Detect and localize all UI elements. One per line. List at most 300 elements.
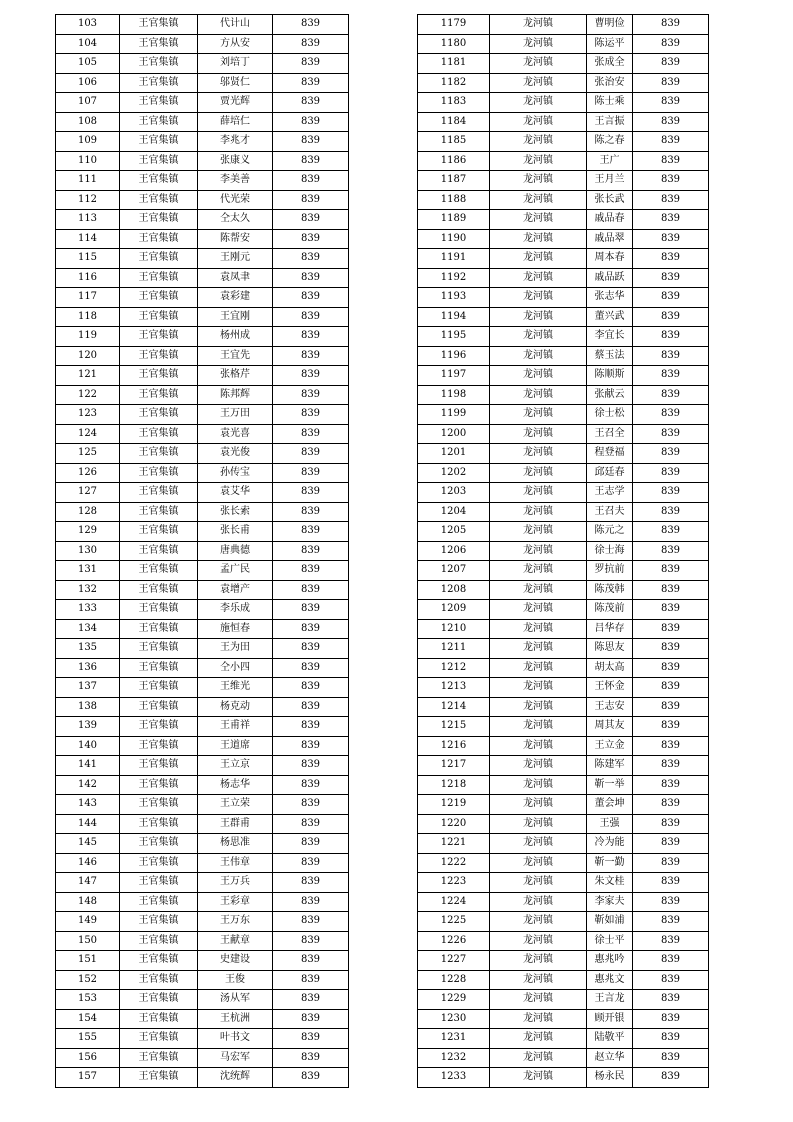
name-cell: 董兴武 bbox=[587, 307, 633, 327]
table-row bbox=[418, 970, 709, 990]
name-cell: 王万兵 bbox=[198, 873, 273, 893]
town-cell: 王官集镇 bbox=[120, 444, 198, 464]
table-row bbox=[418, 463, 709, 483]
serial-cell: 1203 bbox=[418, 483, 490, 503]
table-row bbox=[56, 483, 349, 503]
table-row bbox=[56, 873, 349, 893]
name-cell: 王强 bbox=[587, 814, 633, 834]
amount-cell: 839 bbox=[273, 658, 349, 678]
serial-cell: 1204 bbox=[418, 502, 490, 522]
amount-cell: 839 bbox=[633, 502, 709, 522]
serial-cell: 135 bbox=[56, 639, 120, 659]
amount-cell: 839 bbox=[273, 229, 349, 249]
table-row bbox=[418, 1009, 709, 1029]
serial-cell: 1197 bbox=[418, 366, 490, 386]
name-cell: 史建设 bbox=[198, 951, 273, 971]
amount-cell: 839 bbox=[273, 756, 349, 776]
table-row bbox=[56, 1009, 349, 1029]
table-row bbox=[418, 561, 709, 581]
amount-cell: 839 bbox=[633, 307, 709, 327]
table-row bbox=[418, 522, 709, 542]
serial-cell: 121 bbox=[56, 366, 120, 386]
amount-cell: 839 bbox=[633, 1009, 709, 1029]
serial-cell: 1184 bbox=[418, 112, 490, 132]
table-row bbox=[56, 229, 349, 249]
name-cell: 汤从军 bbox=[198, 990, 273, 1010]
serial-cell: 1200 bbox=[418, 424, 490, 444]
town-cell: 龙河镇 bbox=[490, 444, 587, 464]
name-cell: 张长甫 bbox=[198, 522, 273, 542]
table-row bbox=[418, 307, 709, 327]
table-row bbox=[418, 1048, 709, 1068]
name-cell: 孙传宝 bbox=[198, 463, 273, 483]
amount-cell: 839 bbox=[633, 931, 709, 951]
table-row bbox=[56, 541, 349, 561]
serial-cell: 1212 bbox=[418, 658, 490, 678]
town-cell: 龙河镇 bbox=[490, 580, 587, 600]
amount-cell: 839 bbox=[633, 229, 709, 249]
serial-cell: 1186 bbox=[418, 151, 490, 171]
serial-cell: 1198 bbox=[418, 385, 490, 405]
amount-cell: 839 bbox=[273, 1009, 349, 1029]
town-cell: 龙河镇 bbox=[490, 151, 587, 171]
table-row bbox=[418, 385, 709, 405]
name-cell: 张成全 bbox=[587, 54, 633, 74]
serial-cell: 1232 bbox=[418, 1048, 490, 1068]
town-cell: 龙河镇 bbox=[490, 405, 587, 425]
name-cell: 王群甫 bbox=[198, 814, 273, 834]
name-cell: 施恒春 bbox=[198, 619, 273, 639]
town-cell: 王官集镇 bbox=[120, 366, 198, 386]
amount-cell: 839 bbox=[633, 54, 709, 74]
town-cell: 王官集镇 bbox=[120, 405, 198, 425]
name-cell: 王甫祥 bbox=[198, 717, 273, 737]
serial-cell: 1219 bbox=[418, 795, 490, 815]
table-row bbox=[56, 814, 349, 834]
amount-cell: 839 bbox=[633, 522, 709, 542]
table-row bbox=[418, 795, 709, 815]
town-cell: 王官集镇 bbox=[120, 112, 198, 132]
town-cell: 王官集镇 bbox=[120, 93, 198, 113]
name-cell: 王宜刚 bbox=[198, 307, 273, 327]
town-cell: 王官集镇 bbox=[120, 151, 198, 171]
table-row bbox=[418, 151, 709, 171]
serial-cell: 1190 bbox=[418, 229, 490, 249]
name-cell: 王万东 bbox=[198, 912, 273, 932]
amount-cell: 839 bbox=[273, 424, 349, 444]
amount-cell: 839 bbox=[273, 775, 349, 795]
amount-cell: 839 bbox=[273, 249, 349, 269]
town-cell: 龙河镇 bbox=[490, 795, 587, 815]
town-cell: 龙河镇 bbox=[490, 970, 587, 990]
town-cell: 王官集镇 bbox=[120, 268, 198, 288]
amount-cell: 839 bbox=[273, 327, 349, 347]
town-cell: 龙河镇 bbox=[490, 15, 587, 35]
name-cell: 薛培仁 bbox=[198, 112, 273, 132]
town-cell: 王官集镇 bbox=[120, 853, 198, 873]
table-row bbox=[418, 853, 709, 873]
serial-cell: 1209 bbox=[418, 600, 490, 620]
table-row bbox=[56, 522, 349, 542]
table-row bbox=[418, 658, 709, 678]
name-cell: 王志安 bbox=[587, 697, 633, 717]
amount-cell: 839 bbox=[633, 112, 709, 132]
town-cell: 王官集镇 bbox=[120, 171, 198, 191]
town-cell: 龙河镇 bbox=[490, 853, 587, 873]
town-cell: 龙河镇 bbox=[490, 541, 587, 561]
town-cell: 王官集镇 bbox=[120, 619, 198, 639]
serial-cell: 109 bbox=[56, 132, 120, 152]
amount-cell: 839 bbox=[273, 15, 349, 35]
name-cell: 张长索 bbox=[198, 502, 273, 522]
town-cell: 王官集镇 bbox=[120, 522, 198, 542]
amount-cell: 839 bbox=[633, 288, 709, 308]
table-row bbox=[418, 171, 709, 191]
amount-cell: 839 bbox=[633, 639, 709, 659]
serial-cell: 1205 bbox=[418, 522, 490, 542]
serial-cell: 127 bbox=[56, 483, 120, 503]
name-cell: 戚品翠 bbox=[587, 229, 633, 249]
town-cell: 龙河镇 bbox=[490, 1029, 587, 1049]
name-cell: 刘培丁 bbox=[198, 54, 273, 74]
amount-cell: 839 bbox=[633, 736, 709, 756]
table-row bbox=[418, 931, 709, 951]
name-cell: 蔡玉法 bbox=[587, 346, 633, 366]
table-row bbox=[56, 580, 349, 600]
serial-cell: 1194 bbox=[418, 307, 490, 327]
table-row bbox=[56, 346, 349, 366]
town-cell: 王官集镇 bbox=[120, 229, 198, 249]
town-cell: 龙河镇 bbox=[490, 522, 587, 542]
serial-cell: 103 bbox=[56, 15, 120, 35]
amount-cell: 839 bbox=[273, 54, 349, 74]
serial-cell: 1193 bbox=[418, 288, 490, 308]
serial-cell: 113 bbox=[56, 210, 120, 230]
serial-cell: 124 bbox=[56, 424, 120, 444]
table-row bbox=[418, 366, 709, 386]
name-cell: 陈运平 bbox=[587, 34, 633, 54]
table-row bbox=[56, 951, 349, 971]
town-cell: 王官集镇 bbox=[120, 951, 198, 971]
amount-cell: 839 bbox=[633, 171, 709, 191]
amount-cell: 839 bbox=[633, 1068, 709, 1088]
table-row bbox=[418, 736, 709, 756]
serial-cell: 132 bbox=[56, 580, 120, 600]
town-cell: 龙河镇 bbox=[490, 756, 587, 776]
table-row bbox=[418, 912, 709, 932]
serial-cell: 155 bbox=[56, 1029, 120, 1049]
town-cell: 王官集镇 bbox=[120, 931, 198, 951]
town-cell: 龙河镇 bbox=[490, 190, 587, 210]
amount-cell: 839 bbox=[633, 775, 709, 795]
name-cell: 方从安 bbox=[198, 34, 273, 54]
table-row bbox=[56, 366, 349, 386]
table-row bbox=[418, 892, 709, 912]
town-cell: 王官集镇 bbox=[120, 600, 198, 620]
town-cell: 龙河镇 bbox=[490, 210, 587, 230]
name-cell: 张格芹 bbox=[198, 366, 273, 386]
amount-cell: 839 bbox=[633, 366, 709, 386]
name-cell: 王召全 bbox=[587, 424, 633, 444]
amount-cell: 839 bbox=[273, 366, 349, 386]
town-cell: 龙河镇 bbox=[490, 951, 587, 971]
serial-cell: 107 bbox=[56, 93, 120, 113]
town-cell: 龙河镇 bbox=[490, 483, 587, 503]
amount-cell: 839 bbox=[633, 990, 709, 1010]
serial-cell: 1196 bbox=[418, 346, 490, 366]
amount-cell: 839 bbox=[633, 873, 709, 893]
amount-cell: 839 bbox=[633, 951, 709, 971]
amount-cell: 839 bbox=[273, 814, 349, 834]
town-cell: 王官集镇 bbox=[120, 736, 198, 756]
town-cell: 王官集镇 bbox=[120, 1068, 198, 1088]
amount-cell: 839 bbox=[273, 678, 349, 698]
name-cell: 沈统辉 bbox=[198, 1068, 273, 1088]
town-cell: 王官集镇 bbox=[120, 658, 198, 678]
serial-cell: 126 bbox=[56, 463, 120, 483]
table-row bbox=[56, 678, 349, 698]
table-row bbox=[56, 600, 349, 620]
table-row bbox=[56, 405, 349, 425]
serial-cell: 136 bbox=[56, 658, 120, 678]
amount-cell: 839 bbox=[633, 385, 709, 405]
name-cell: 杨克动 bbox=[198, 697, 273, 717]
serial-cell: 1218 bbox=[418, 775, 490, 795]
town-cell: 龙河镇 bbox=[490, 600, 587, 620]
serial-cell: 128 bbox=[56, 502, 120, 522]
table-row bbox=[56, 912, 349, 932]
table-row bbox=[418, 756, 709, 776]
table-row bbox=[56, 892, 349, 912]
amount-cell: 839 bbox=[273, 580, 349, 600]
serial-cell: 157 bbox=[56, 1068, 120, 1088]
name-cell: 王月兰 bbox=[587, 171, 633, 191]
table-row bbox=[56, 210, 349, 230]
serial-cell: 116 bbox=[56, 268, 120, 288]
name-cell: 李宜长 bbox=[587, 327, 633, 347]
town-cell: 王官集镇 bbox=[120, 346, 198, 366]
amount-cell: 839 bbox=[633, 483, 709, 503]
town-cell: 龙河镇 bbox=[490, 561, 587, 581]
serial-cell: 1222 bbox=[418, 853, 490, 873]
serial-cell: 104 bbox=[56, 34, 120, 54]
amount-cell: 839 bbox=[273, 951, 349, 971]
name-cell: 王维光 bbox=[198, 678, 273, 698]
amount-cell: 839 bbox=[633, 424, 709, 444]
town-cell: 龙河镇 bbox=[490, 892, 587, 912]
amount-cell: 839 bbox=[273, 912, 349, 932]
town-cell: 王官集镇 bbox=[120, 210, 198, 230]
amount-cell: 839 bbox=[273, 73, 349, 93]
name-cell: 王召夫 bbox=[587, 502, 633, 522]
name-cell: 李兆才 bbox=[198, 132, 273, 152]
table-row bbox=[56, 288, 349, 308]
town-cell: 龙河镇 bbox=[490, 424, 587, 444]
serial-cell: 1224 bbox=[418, 892, 490, 912]
serial-cell: 1192 bbox=[418, 268, 490, 288]
name-cell: 杨志华 bbox=[198, 775, 273, 795]
serial-cell: 129 bbox=[56, 522, 120, 542]
town-cell: 王官集镇 bbox=[120, 132, 198, 152]
table-row bbox=[56, 112, 349, 132]
amount-cell: 839 bbox=[273, 600, 349, 620]
table-row bbox=[418, 814, 709, 834]
amount-cell: 839 bbox=[273, 288, 349, 308]
town-cell: 龙河镇 bbox=[490, 112, 587, 132]
table-row bbox=[418, 424, 709, 444]
serial-cell: 134 bbox=[56, 619, 120, 639]
serial-cell: 1221 bbox=[418, 834, 490, 854]
name-cell: 袁增产 bbox=[198, 580, 273, 600]
serial-cell: 131 bbox=[56, 561, 120, 581]
name-cell: 赵立华 bbox=[587, 1048, 633, 1068]
serial-cell: 1228 bbox=[418, 970, 490, 990]
name-cell: 王万田 bbox=[198, 405, 273, 425]
serial-cell: 1216 bbox=[418, 736, 490, 756]
table-row bbox=[56, 327, 349, 347]
name-cell: 代计山 bbox=[198, 15, 273, 35]
serial-cell: 1229 bbox=[418, 990, 490, 1010]
name-cell: 王宜先 bbox=[198, 346, 273, 366]
name-cell: 王立金 bbox=[587, 736, 633, 756]
amount-cell: 839 bbox=[633, 795, 709, 815]
serial-cell: 1207 bbox=[418, 561, 490, 581]
table-row bbox=[56, 1068, 349, 1088]
town-cell: 龙河镇 bbox=[490, 463, 587, 483]
serial-cell: 154 bbox=[56, 1009, 120, 1029]
name-cell: 王道席 bbox=[198, 736, 273, 756]
table-row bbox=[418, 229, 709, 249]
name-cell: 冷为能 bbox=[587, 834, 633, 854]
table-row bbox=[56, 268, 349, 288]
name-cell: 王杭洲 bbox=[198, 1009, 273, 1029]
serial-cell: 1202 bbox=[418, 463, 490, 483]
table-row bbox=[56, 834, 349, 854]
table-row bbox=[418, 327, 709, 347]
serial-cell: 120 bbox=[56, 346, 120, 366]
name-cell: 周本春 bbox=[587, 249, 633, 269]
table-row bbox=[56, 249, 349, 269]
name-cell: 曹明俭 bbox=[587, 15, 633, 35]
table-row bbox=[418, 93, 709, 113]
name-cell: 袁光喜 bbox=[198, 424, 273, 444]
amount-cell: 839 bbox=[633, 1048, 709, 1068]
town-cell: 龙河镇 bbox=[490, 775, 587, 795]
table-row bbox=[418, 541, 709, 561]
town-cell: 龙河镇 bbox=[490, 268, 587, 288]
table-row bbox=[418, 951, 709, 971]
name-cell: 王言龙 bbox=[587, 990, 633, 1010]
town-cell: 王官集镇 bbox=[120, 912, 198, 932]
name-cell: 李家夫 bbox=[587, 892, 633, 912]
table-row bbox=[56, 795, 349, 815]
town-cell: 龙河镇 bbox=[490, 990, 587, 1010]
serial-cell: 1223 bbox=[418, 873, 490, 893]
serial-cell: 1179 bbox=[418, 15, 490, 35]
name-cell: 陈元之 bbox=[587, 522, 633, 542]
name-cell: 袁彩建 bbox=[198, 288, 273, 308]
amount-cell: 839 bbox=[273, 697, 349, 717]
serial-cell: 1206 bbox=[418, 541, 490, 561]
name-cell: 袁艾华 bbox=[198, 483, 273, 503]
table-row bbox=[56, 502, 349, 522]
name-cell: 王为田 bbox=[198, 639, 273, 659]
town-cell: 王官集镇 bbox=[120, 1009, 198, 1029]
serial-cell: 1217 bbox=[418, 756, 490, 776]
table-row bbox=[56, 736, 349, 756]
amount-cell: 839 bbox=[633, 561, 709, 581]
serial-cell: 1227 bbox=[418, 951, 490, 971]
serial-cell: 1230 bbox=[418, 1009, 490, 1029]
table-row bbox=[56, 990, 349, 1010]
table-row bbox=[56, 1048, 349, 1068]
serial-cell: 110 bbox=[56, 151, 120, 171]
town-cell: 龙河镇 bbox=[490, 73, 587, 93]
table-row bbox=[56, 970, 349, 990]
name-cell: 王怀金 bbox=[587, 678, 633, 698]
name-cell: 马宏军 bbox=[198, 1048, 273, 1068]
name-cell: 程登福 bbox=[587, 444, 633, 464]
serial-cell: 137 bbox=[56, 678, 120, 698]
town-cell: 龙河镇 bbox=[490, 132, 587, 152]
town-cell: 龙河镇 bbox=[490, 385, 587, 405]
table-row bbox=[418, 775, 709, 795]
town-cell: 龙河镇 bbox=[490, 834, 587, 854]
name-cell: 顾开银 bbox=[587, 1009, 633, 1029]
table-row bbox=[418, 444, 709, 464]
town-cell: 龙河镇 bbox=[490, 736, 587, 756]
amount-cell: 839 bbox=[273, 522, 349, 542]
town-cell: 龙河镇 bbox=[490, 619, 587, 639]
town-cell: 王官集镇 bbox=[120, 717, 198, 737]
amount-cell: 839 bbox=[633, 970, 709, 990]
name-cell: 王立京 bbox=[198, 756, 273, 776]
amount-cell: 839 bbox=[633, 541, 709, 561]
table-row bbox=[418, 600, 709, 620]
town-cell: 王官集镇 bbox=[120, 15, 198, 35]
amount-cell: 839 bbox=[633, 853, 709, 873]
town-cell: 王官集镇 bbox=[120, 756, 198, 776]
name-cell: 徐士海 bbox=[587, 541, 633, 561]
town-cell: 龙河镇 bbox=[490, 873, 587, 893]
serial-cell: 1213 bbox=[418, 678, 490, 698]
town-cell: 龙河镇 bbox=[490, 697, 587, 717]
town-cell: 龙河镇 bbox=[490, 229, 587, 249]
serial-cell: 118 bbox=[56, 307, 120, 327]
table-row bbox=[56, 307, 349, 327]
amount-cell: 839 bbox=[633, 756, 709, 776]
serial-cell: 1185 bbox=[418, 132, 490, 152]
amount-cell: 839 bbox=[633, 73, 709, 93]
amount-cell: 839 bbox=[633, 600, 709, 620]
town-cell: 王官集镇 bbox=[120, 1048, 198, 1068]
amount-cell: 839 bbox=[633, 463, 709, 483]
table-row bbox=[56, 756, 349, 776]
name-cell: 孟广民 bbox=[198, 561, 273, 581]
amount-cell: 839 bbox=[273, 1029, 349, 1049]
amount-cell: 839 bbox=[273, 268, 349, 288]
serial-cell: 144 bbox=[56, 814, 120, 834]
amount-cell: 839 bbox=[633, 249, 709, 269]
amount-cell: 839 bbox=[273, 346, 349, 366]
serial-cell: 143 bbox=[56, 795, 120, 815]
amount-cell: 839 bbox=[273, 132, 349, 152]
town-cell: 王官集镇 bbox=[120, 834, 198, 854]
serial-cell: 139 bbox=[56, 717, 120, 737]
name-cell: 靳一勤 bbox=[587, 853, 633, 873]
amount-cell: 839 bbox=[273, 151, 349, 171]
amount-cell: 839 bbox=[633, 15, 709, 35]
